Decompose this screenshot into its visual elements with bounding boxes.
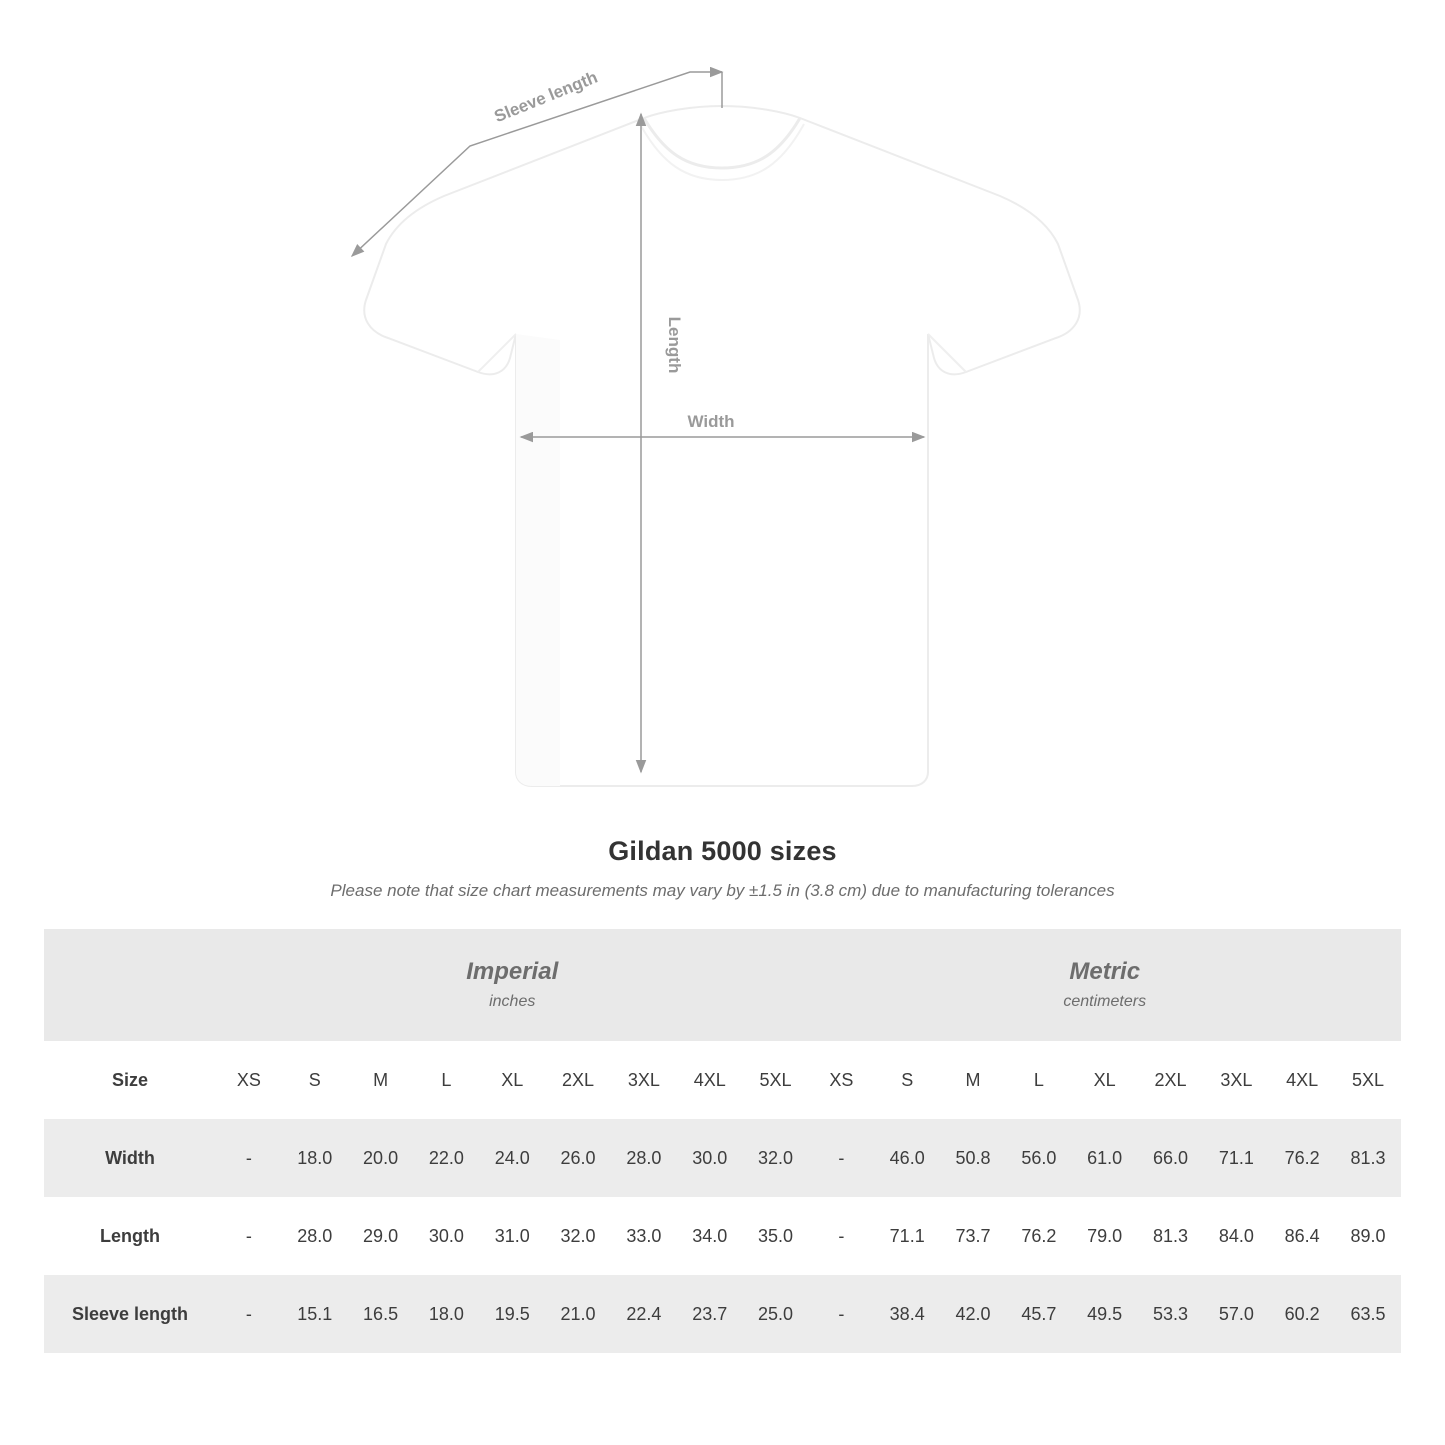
unit-sub-metric: centimeters — [1063, 993, 1147, 1011]
cell-sleeve-imperial-xs: - — [216, 1275, 282, 1353]
cell-sleeve-metric-s: 38.4 — [874, 1275, 940, 1353]
cell-sleeve-metric-m: 42.0 — [940, 1275, 1006, 1353]
cell-width-imperial-l: 22.0 — [413, 1119, 479, 1197]
size-col-metric-l: L — [1006, 1041, 1072, 1119]
cell-sleeve-imperial-s: 15.1 — [282, 1275, 348, 1353]
cell-width-metric-xl: 61.0 — [1072, 1119, 1138, 1197]
cell-sleeve-imperial-xl: 19.5 — [479, 1275, 545, 1353]
row-label-sleeve-length: Sleeve length — [44, 1275, 216, 1353]
tshirt-shape — [364, 106, 1079, 786]
size-header-label: Size — [44, 1041, 216, 1119]
cell-width-imperial-5xl: 32.0 — [743, 1119, 809, 1197]
cell-width-imperial-2xl: 26.0 — [545, 1119, 611, 1197]
size-col-imperial-3xl: 3XL — [611, 1041, 677, 1119]
cell-length-imperial-3xl: 33.0 — [611, 1197, 677, 1275]
size-col-metric-m: M — [940, 1041, 1006, 1119]
cell-length-imperial-l: 30.0 — [413, 1197, 479, 1275]
cell-length-metric-xs: - — [808, 1197, 874, 1275]
cell-width-metric-3xl: 71.1 — [1203, 1119, 1269, 1197]
size-col-imperial-l: L — [413, 1041, 479, 1119]
cell-width-metric-xs: - — [808, 1119, 874, 1197]
cell-width-metric-m: 50.8 — [940, 1119, 1006, 1197]
size-col-metric-xl: XL — [1072, 1041, 1138, 1119]
cell-width-imperial-4xl: 30.0 — [677, 1119, 743, 1197]
table-row — [44, 1197, 1401, 1275]
cell-sleeve-metric-5xl: 63.5 — [1335, 1275, 1401, 1353]
cell-sleeve-metric-2xl: 53.3 — [1138, 1275, 1204, 1353]
cell-sleeve-metric-xs: - — [808, 1275, 874, 1353]
row-label-width: Width — [44, 1119, 216, 1197]
cell-sleeve-metric-l: 45.7 — [1006, 1275, 1072, 1353]
cell-sleeve-imperial-4xl: 23.7 — [677, 1275, 743, 1353]
cell-width-imperial-xs: - — [216, 1119, 282, 1197]
cell-width-metric-5xl: 81.3 — [1335, 1119, 1401, 1197]
cell-sleeve-imperial-l: 18.0 — [413, 1275, 479, 1353]
tolerance-note: Please note that size chart measurements may vary by ±1.5 in (3.8 cm) due to manufacturing tolerances — [330, 881, 1115, 900]
size-col-metric-2xl: 2XL — [1138, 1041, 1204, 1119]
cell-sleeve-metric-4xl: 60.2 — [1269, 1275, 1335, 1353]
length-label: Length — [665, 316, 684, 374]
cell-width-metric-s: 46.0 — [874, 1119, 940, 1197]
size-table-wrapper — [44, 929, 1401, 1353]
row-label-length: Length — [44, 1197, 216, 1275]
unit-header-metric — [808, 929, 1401, 1041]
cell-length-metric-3xl: 84.0 — [1203, 1197, 1269, 1275]
cell-width-metric-4xl: 76.2 — [1269, 1119, 1335, 1197]
cell-length-imperial-m: 29.0 — [348, 1197, 414, 1275]
cell-length-imperial-4xl: 34.0 — [677, 1197, 743, 1275]
unit-header-spacer — [44, 929, 216, 1041]
width-label: Width — [687, 412, 735, 431]
cell-width-imperial-3xl: 28.0 — [611, 1119, 677, 1197]
table-row — [44, 1275, 1401, 1353]
cell-length-imperial-5xl: 35.0 — [743, 1197, 809, 1275]
cell-length-metric-4xl: 86.4 — [1269, 1197, 1335, 1275]
cell-length-imperial-xs: - — [216, 1197, 282, 1275]
cell-width-imperial-xl: 24.0 — [479, 1119, 545, 1197]
cell-length-imperial-2xl: 32.0 — [545, 1197, 611, 1275]
unit-name-metric: Metric — [1069, 957, 1141, 985]
page-title: Gildan 5000 sizes — [608, 836, 837, 866]
table-row — [44, 1119, 1401, 1197]
cell-sleeve-metric-xl: 49.5 — [1072, 1275, 1138, 1353]
size-table — [44, 929, 1401, 1353]
unit-sub-imperial: inches — [489, 993, 536, 1011]
cell-width-imperial-m: 20.0 — [348, 1119, 414, 1197]
cell-width-imperial-s: 18.0 — [282, 1119, 348, 1197]
size-col-imperial-s: S — [282, 1041, 348, 1119]
size-header-row — [44, 1041, 1401, 1119]
cell-length-imperial-xl: 31.0 — [479, 1197, 545, 1275]
size-col-imperial-2xl: 2XL — [545, 1041, 611, 1119]
size-col-imperial-m: M — [348, 1041, 414, 1119]
size-col-metric-3xl: 3XL — [1203, 1041, 1269, 1119]
unit-name-imperial: Imperial — [466, 957, 559, 985]
size-col-metric-s: S — [874, 1041, 940, 1119]
cell-length-metric-2xl: 81.3 — [1138, 1197, 1204, 1275]
size-col-metric-5xl: 5XL — [1335, 1041, 1401, 1119]
size-col-imperial-xl: XL — [479, 1041, 545, 1119]
size-col-metric-xs: XS — [808, 1041, 874, 1119]
size-col-imperial-4xl: 4XL — [677, 1041, 743, 1119]
cell-length-metric-l: 76.2 — [1006, 1197, 1072, 1275]
cell-length-metric-5xl: 89.0 — [1335, 1197, 1401, 1275]
unit-header-row — [44, 929, 1401, 1041]
size-col-imperial-5xl: 5XL — [743, 1041, 809, 1119]
cell-sleeve-imperial-2xl: 21.0 — [545, 1275, 611, 1353]
cell-width-metric-l: 56.0 — [1006, 1119, 1072, 1197]
sleeve-length-label: Sleeve length — [491, 67, 601, 127]
cell-length-metric-m: 73.7 — [940, 1197, 1006, 1275]
unit-header-imperial — [216, 929, 808, 1041]
cell-length-imperial-s: 28.0 — [282, 1197, 348, 1275]
cell-width-metric-2xl: 66.0 — [1138, 1119, 1204, 1197]
cell-length-metric-xl: 79.0 — [1072, 1197, 1138, 1275]
cell-sleeve-imperial-5xl: 25.0 — [743, 1275, 809, 1353]
cell-sleeve-imperial-m: 16.5 — [348, 1275, 414, 1353]
cell-sleeve-metric-3xl: 57.0 — [1203, 1275, 1269, 1353]
title-block — [0, 836, 1445, 901]
cell-length-metric-s: 71.1 — [874, 1197, 940, 1275]
cell-sleeve-imperial-3xl: 22.4 — [611, 1275, 677, 1353]
size-col-metric-4xl: 4XL — [1269, 1041, 1335, 1119]
size-col-imperial-xs: XS — [216, 1041, 282, 1119]
